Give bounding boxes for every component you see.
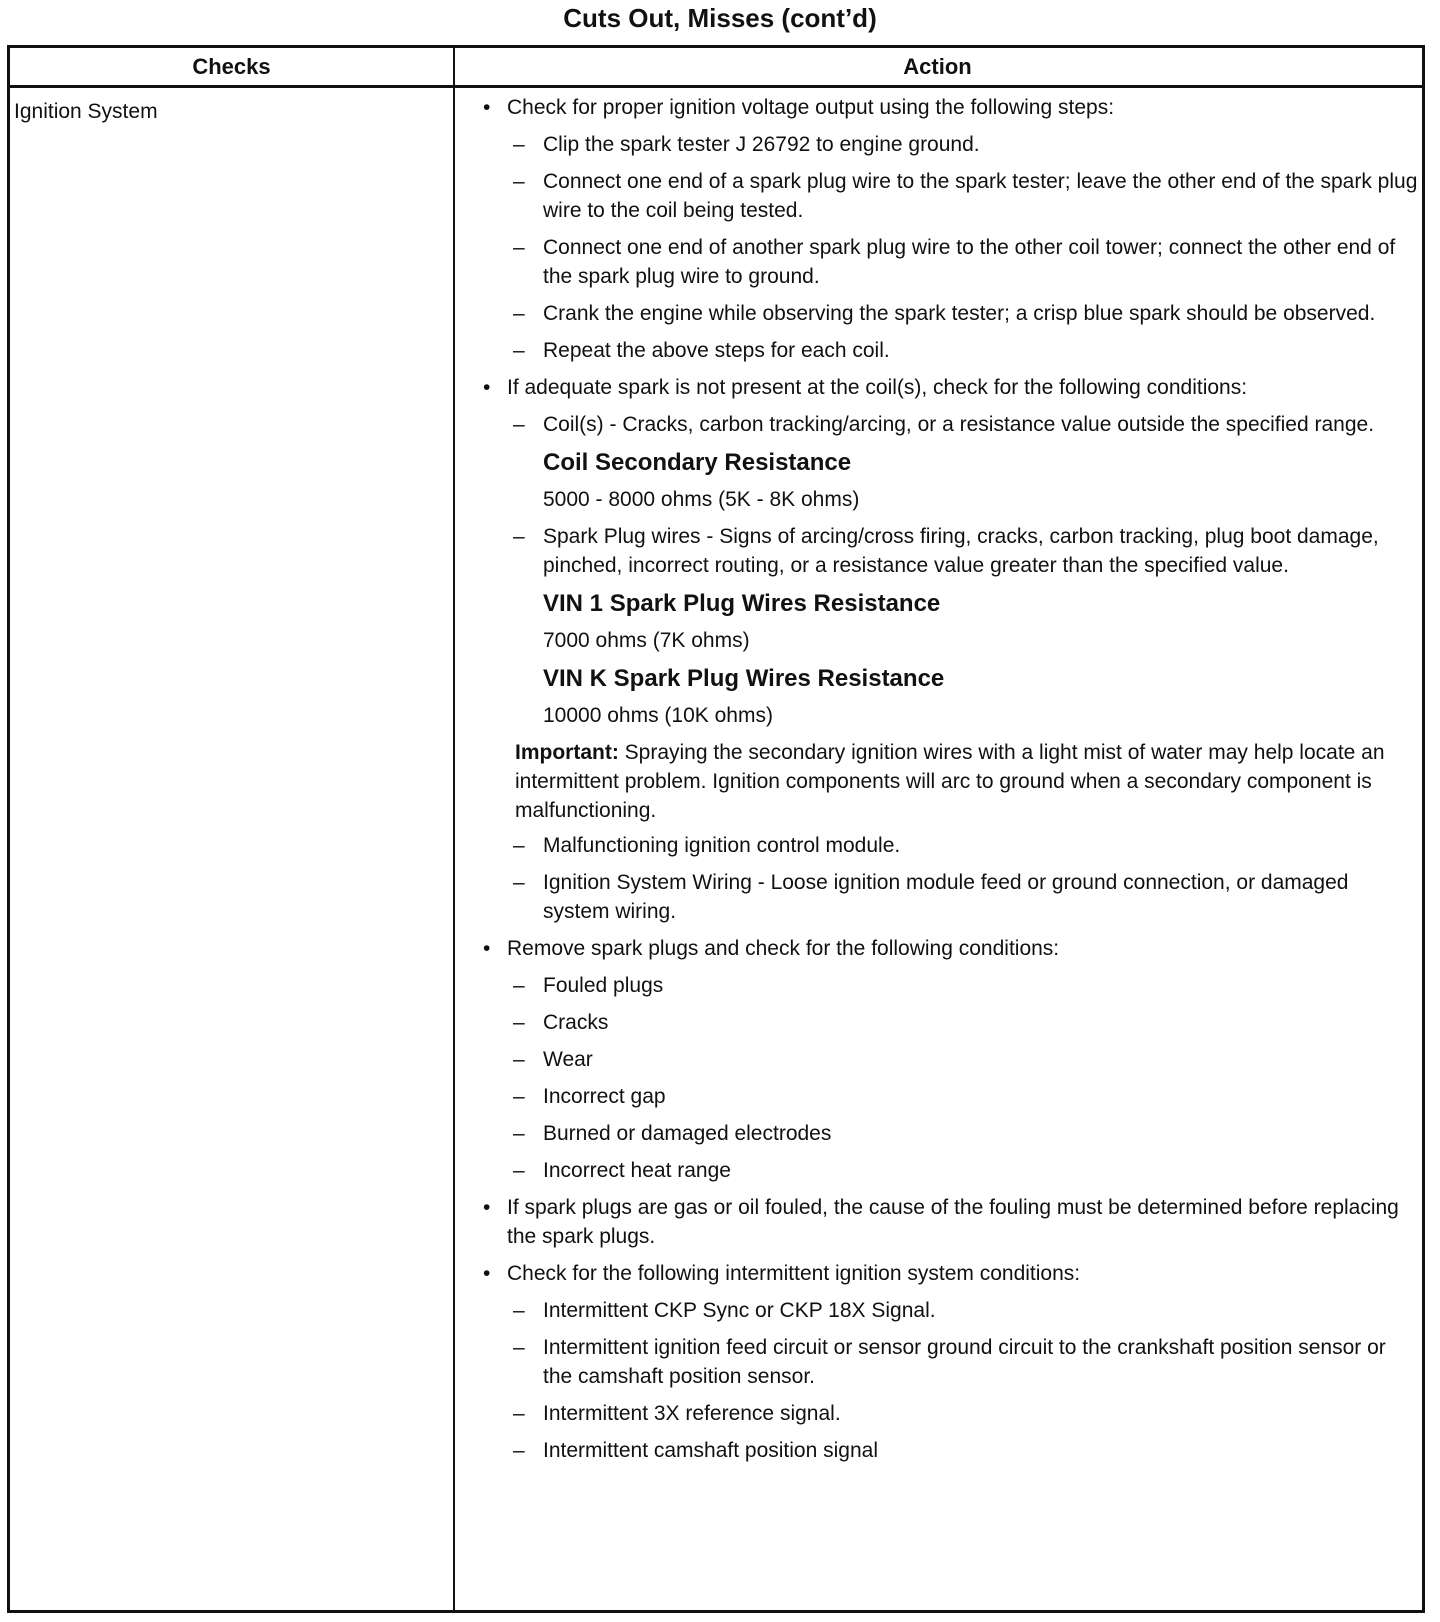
check-ignition-system: Ignition System [14, 100, 158, 123]
spec-value: 7000 ohms (7K ohms) [543, 629, 750, 652]
page-title: Cuts Out, Misses (cont’d) [563, 3, 877, 33]
bullet-item: • If adequate spark is not present at the coil(s), check for the following conditions: [465, 373, 1420, 402]
bullet-item: • Remove spark plugs and check for the following conditions: [465, 934, 1420, 963]
table-header [10, 48, 1422, 88]
header-checks: Checks [192, 54, 271, 79]
bullet-item: • Check for proper ignition voltage output using the following steps: [465, 93, 1420, 122]
dash-item: – Wear [465, 1045, 1420, 1074]
dash-item: – Ignition System Wiring - Loose ignition module feed or ground connection, or damaged system wiring. [465, 868, 1420, 926]
important-note [465, 738, 1420, 825]
dash-item: – Incorrect gap [465, 1082, 1420, 1111]
diagnostic-table [7, 45, 1425, 1613]
spec-heading: Coil Secondary Resistance [543, 449, 852, 476]
dash-item: – Malfunctioning ignition control module. [465, 831, 1420, 860]
dash-item: – Intermittent CKP Sync or CKP 18X Signal. [465, 1296, 1420, 1325]
bullet-item: • Check for the following intermittent ignition system conditions: [465, 1259, 1420, 1288]
dash-item: – Intermittent ignition feed circuit or sensor ground circuit to the crankshaft position sensor or the camshaft position sensor. [465, 1333, 1420, 1391]
dash-item: – Spark Plug wires - Signs of arcing/cross firing, cracks, carbon tracking, plug boot damage, pinched, incorrect routing, or a resistance value greater than the specified value. [465, 522, 1420, 580]
dash-item: – Intermittent camshaft position signal [465, 1436, 1420, 1465]
bullet-item: • If spark plugs are gas or oil fouled, the cause of the fouling must be determined before replacing the spark plugs. [465, 1193, 1420, 1251]
spec-value: 10000 ohms (10K ohms) [543, 704, 773, 727]
column-divider [453, 48, 455, 1610]
dash-item: – Clip the spark tester J 26792 to engine ground. [465, 130, 1420, 159]
dash-item: – Fouled plugs [465, 971, 1420, 1000]
spec-heading: VIN K Spark Plug Wires Resistance [543, 665, 945, 692]
action-cell [465, 93, 1420, 1473]
dash-item: – Burned or damaged electrodes [465, 1119, 1420, 1148]
dash-item: – Cracks [465, 1008, 1420, 1037]
dash-item: – Crank the engine while observing the spark tester; a crisp blue spark should be observed. [465, 299, 1420, 328]
important-label: Important: [515, 741, 619, 764]
dash-item: – Repeat the above steps for each coil. [465, 336, 1420, 365]
header-action: Action [903, 54, 972, 79]
dash-item: – Intermittent 3X reference signal. [465, 1399, 1420, 1428]
spec-heading: VIN 1 Spark Plug Wires Resistance [543, 590, 941, 617]
dash-item: – Connect one end of another spark plug wire to the other coil tower; connect the other end of the spark plug wire to ground. [465, 233, 1420, 291]
dash-item: – Connect one end of a spark plug wire to the spark tester; leave the other end of the spark plug wire to the coil being tested. [465, 167, 1420, 225]
spec-value: 5000 - 8000 ohms (5K - 8K ohms) [543, 488, 860, 511]
dash-item: – Incorrect heat range [465, 1156, 1420, 1185]
dash-item: – Coil(s) - Cracks, carbon tracking/arcing, or a resistance value outside the specified range. [465, 410, 1420, 439]
important-text: Spraying the secondary ignition wires with a light mist of water may help locate an intermittent problem. Ignition components will arc to ground when a secondary component is malfunctioning. [515, 741, 1385, 822]
